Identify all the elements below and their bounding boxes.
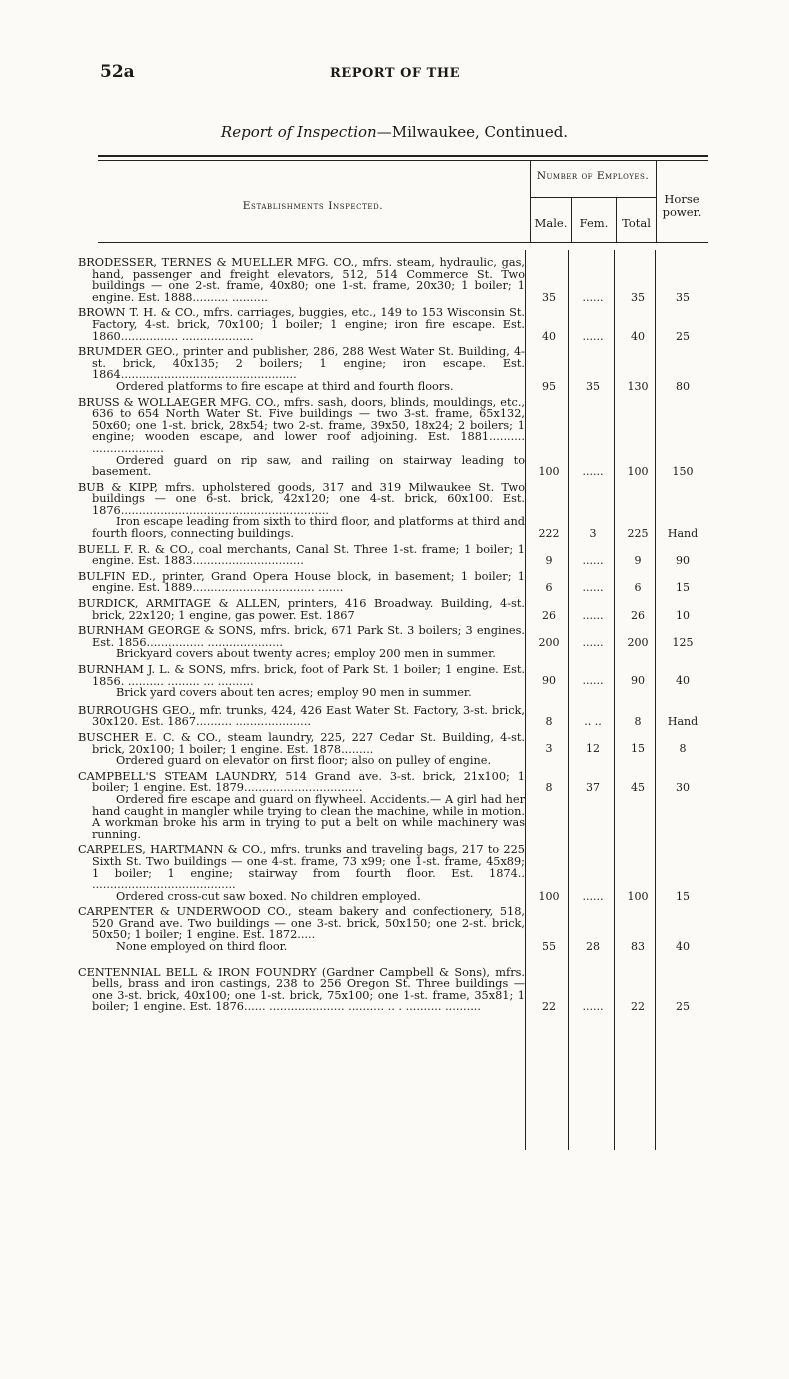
establishment-description: [78, 844, 525, 902]
table-row: [78, 705, 708, 728]
total-count: 83: [631, 940, 645, 954]
female-count: 28: [586, 940, 600, 954]
horse-power-value: 30: [676, 781, 690, 795]
header-establishments: Establishments Inspected.: [242, 200, 384, 212]
establishment-text: BURROUGHS GEO., mfr. trunks, 424, 426 East Water St. Factory, 3-st. brick, 30x120. Est. 1867.......... .....................: [78, 703, 525, 729]
female-count: 12: [586, 742, 600, 756]
establishment-text: BROWN T. H. & CO., mfrs. carriages, buggies, etc., 149 to 153 Wisconsin St. Factory, 4-st. brick, 70x100; 1 boiler; 1 engine; iron fire escape. Est. 1860................ ....................: [78, 306, 525, 343]
table-row: [78, 482, 708, 540]
total-count: 100: [627, 465, 649, 479]
establishment-text: BUSCHER E. C. & CO., steam laundry, 225, 227 Cedar St. Building, 4-st. brick, 20x100; 1 boiler; 1 engine. Est. 1878.........: [78, 730, 525, 756]
total-count: 8: [634, 715, 642, 729]
horse-power-value: 40: [676, 940, 690, 954]
inspection-note: Brickyard covers about twenty acres; employ 200 men in summer.: [116, 647, 496, 661]
female-count: ......: [582, 465, 604, 479]
establishment-description: [78, 397, 525, 478]
establishment-text: CAMPBELL'S STEAM LAUNDRY, 514 Grand ave. 3-st. brick, 21x100; 1 boiler; 1 engine. Est. 1879.................................: [78, 769, 525, 795]
female-count: ......: [582, 554, 604, 568]
inspection-note: Ordered platforms to fire escape at third and fourth floors.: [116, 379, 454, 393]
female-count: 37: [586, 781, 600, 795]
total-count: 100: [627, 889, 649, 903]
female-count: ......: [582, 674, 604, 688]
table-row: [78, 598, 708, 621]
total-count: 35: [631, 290, 645, 304]
header-fem: Fem.: [579, 216, 609, 230]
male-count: 95: [542, 379, 556, 393]
table-row: [78, 346, 708, 392]
male-count: 6: [545, 581, 553, 595]
horse-power-value: Hand: [667, 527, 699, 541]
male-count: 9: [545, 554, 553, 568]
establishment-text: BRUSS & WOLLAEGER MFG. CO., mfrs. sash, doors, blinds, mouldings, etc., 636 to 654 North Water St. Five buildings — two 3-st. frame, 65x132, 50x60; one 1-st. brick, 28x54; two 2-st. frame, 39x50, 18x24; 2 boilers; 1 engine; wooden escape, and lower roof adjoining. Est. 1881.......... ....................: [78, 395, 525, 455]
table-row: [78, 967, 708, 1013]
establishment-description: [78, 771, 525, 841]
page-header: [100, 62, 700, 88]
table-row: [78, 625, 708, 660]
inspection-note: Brick yard covers about ten acres; employ 90 men in summer.: [116, 686, 472, 700]
male-count: 222: [538, 527, 560, 541]
establishment-description: [78, 705, 525, 728]
page-subtitle: [0, 123, 789, 141]
total-count: 22: [631, 1000, 645, 1014]
inspection-note: Iron escape leading from sixth to third floor, and platforms at third and fourth floors, connecting buildings.: [92, 515, 525, 541]
running-title: REPORT OF THE: [330, 66, 461, 81]
male-count: 8: [545, 781, 553, 795]
establishment-description: [78, 732, 525, 767]
horse-power-value: 25: [676, 1000, 690, 1014]
inspection-note: Ordered fire escape and guard on flywheel. Accidents.— A girl had her hand caught in mangler while trying to clean the machine, while in motion. A workman broke his arm in trying to put a belt on while machinery was running.: [92, 792, 525, 841]
total-count: 40: [631, 329, 645, 343]
inspection-note: Ordered cross-cut saw boxed. No children employed.: [116, 889, 421, 903]
female-count: ......: [582, 290, 604, 304]
horse-power-value: 90: [676, 554, 690, 568]
male-count: 55: [542, 940, 556, 954]
total-count: 200: [627, 635, 649, 649]
establishment-description: [78, 967, 525, 1013]
male-count: 8: [545, 715, 553, 729]
female-count: 3: [589, 527, 597, 541]
establishment-text: BRUMDER GEO., printer and publisher, 286, 288 West Water St. Building, 4-st. brick, 40x135; 2 boilers; 1 engine; iron escape. Est. 1864.................................................: [78, 345, 525, 382]
establishment-description: [78, 906, 525, 952]
female-count: ......: [582, 1000, 604, 1014]
horse-power-value: 15: [676, 889, 690, 903]
establishment-text: BUELL F. R. & CO., coal merchants, Canal St. Three 1-st. frame; 1 boiler; 1 engine. Est. 1883...............................: [78, 542, 525, 568]
total-count: 26: [631, 608, 645, 622]
male-count: 90: [542, 674, 556, 688]
establishment-description: [78, 571, 525, 594]
horse-power-value: 10: [676, 608, 690, 622]
total-count: 6: [634, 581, 642, 595]
female-count: ......: [582, 635, 604, 649]
header-number-of-employes: Number of Employes.: [536, 170, 650, 182]
total-count: 130: [627, 379, 649, 393]
female-count: ......: [582, 608, 604, 622]
establishment-text: CARPELES, HARTMANN & CO., mfrs. trunks and traveling bags, 217 to 225 Sixth St. Two buildings — one 4-st. frame, 73 x99; one 1-st. frame, 45x89; 1 boiler; 1 engine; stairway from fourth floor. Est. 1874.. ........................................: [78, 843, 525, 892]
table-row: [78, 732, 708, 767]
page-number: 52a: [100, 62, 135, 82]
male-count: 100: [538, 889, 560, 903]
male-count: 26: [542, 608, 556, 622]
female-count: ......: [582, 889, 604, 903]
header-total: Total: [622, 216, 651, 230]
header-horse-power: Horse power.: [662, 192, 702, 219]
establishment-description: [78, 257, 525, 303]
total-count: 9: [634, 554, 642, 568]
table-row: [78, 906, 708, 952]
horse-power-value: 8: [679, 742, 687, 756]
horse-power-value: 35: [676, 290, 690, 304]
establishment-description: [78, 625, 525, 660]
establishment-text: BRODESSER, TERNES & MUELLER MFG. CO., mfrs. steam, hydraulic, gas, hand, passenger and freight elevators, 512, 514 Commerce St. Two buildings — one 2-st. frame, 40x80; one 1-st. frame, 20x30; 1 boiler; 1 engine. Est. 1888.......... ..........: [78, 256, 525, 304]
male-count: 22: [542, 1000, 556, 1014]
establishment-text: BURNHAM J. L. & SONS, mfrs. brick, foot of Park St. 1 boiler; 1 engine. Est. 1856. .......... ......... ... ..........: [78, 663, 525, 688]
establishment-description: [78, 664, 525, 699]
establishment-description: [78, 544, 525, 567]
horse-power-value: 125: [672, 635, 694, 649]
table-row: [78, 544, 708, 567]
male-count: 35: [542, 290, 556, 304]
total-count: 90: [631, 674, 645, 688]
inspection-note: Ordered guard on rip saw, and railing on stairway leading to basement.: [92, 453, 525, 479]
male-count: 100: [538, 465, 560, 479]
female-count: .. ..: [584, 715, 602, 729]
table-row: [78, 571, 708, 594]
subtitle-italic: Report of Inspection: [220, 123, 377, 141]
horse-power-value: 25: [676, 329, 690, 343]
female-count: 35: [586, 379, 600, 393]
inspection-note: None employed on third floor.: [116, 940, 288, 954]
header-male: Male.: [534, 216, 568, 230]
horse-power-value: 15: [676, 581, 690, 595]
top-rule-thick: [98, 155, 708, 157]
table-row: [78, 771, 708, 841]
female-count: ......: [582, 329, 604, 343]
horse-power-value: 150: [672, 465, 694, 479]
male-count: 3: [545, 742, 553, 756]
table-row: [78, 257, 708, 303]
table-row: [78, 397, 708, 478]
top-rule-thin: [98, 160, 708, 161]
horse-power-value: 80: [676, 379, 690, 393]
employes-subrule: [530, 197, 656, 198]
establishment-text: CENTENNIAL BELL & IRON FOUNDRY (Gardner Campbell & Sons), mfrs. bells, brass and iron castings, 238 to 256 Oregon St. Three buildings — one 3-st. brick, 40x100; one 1-st. brick, 75x100; one 1-st. frame, 35x81; 1 boiler; 1 engine. Est. 1876...... ..................... .......... .. . .......... ..........: [78, 965, 525, 1014]
horse-power-value: 40: [676, 674, 690, 688]
establishment-description: [78, 346, 525, 392]
subtitle-rest: —Milwaukee, Continued.: [376, 123, 569, 141]
female-count: ......: [582, 581, 604, 595]
horse-power-value: Hand: [667, 715, 699, 729]
establishment-text: BURNHAM GEORGE & SONS, mfrs. brick, 671 Park St. 3 boilers; 3 engines. Est. 1856................ .....................: [78, 624, 525, 649]
inspection-note: Ordered guard on elevator on first floor; also on pulley of engine.: [116, 754, 492, 768]
establishment-text: BULFIN ED., printer, Grand Opera House block, in basement; 1 boiler; 1 engine. Est. 1889.................................. .......: [78, 569, 525, 595]
table-row: [78, 664, 708, 699]
total-count: 225: [627, 527, 649, 541]
table-row: [78, 844, 708, 902]
table-row: [78, 307, 708, 342]
establishment-text: CARPENTER & UNDERWOOD CO., steam bakery and confectionery, 518, 520 Grand ave. Two buildings — one 3-st. brick, 50x150; one 2-st. brick, 50x50; 1 boiler; 1 engine. Est. 1872.....: [78, 905, 525, 942]
establishment-list: [78, 257, 708, 1017]
total-count: 45: [631, 781, 645, 795]
total-count: 15: [631, 742, 645, 756]
male-count: 40: [542, 329, 556, 343]
establishment-text: BURDICK, ARMITAGE & ALLEN, printers, 416 Broadway. Building, 4-st. brick, 22x120; 1 engine, gas power. Est. 1867: [78, 597, 525, 622]
establishment-description: [78, 307, 525, 342]
establishment-text: BUB & KIPP, mfrs. upholstered goods, 317 and 319 Milwaukee St. Two buildings — one 6-st. brick, 42x120; one 4-st. brick, 60x100. Est. 1876..........................................................: [78, 480, 525, 517]
establishment-description: [78, 482, 525, 540]
male-count: 200: [538, 635, 560, 649]
establishment-description: [78, 598, 525, 621]
